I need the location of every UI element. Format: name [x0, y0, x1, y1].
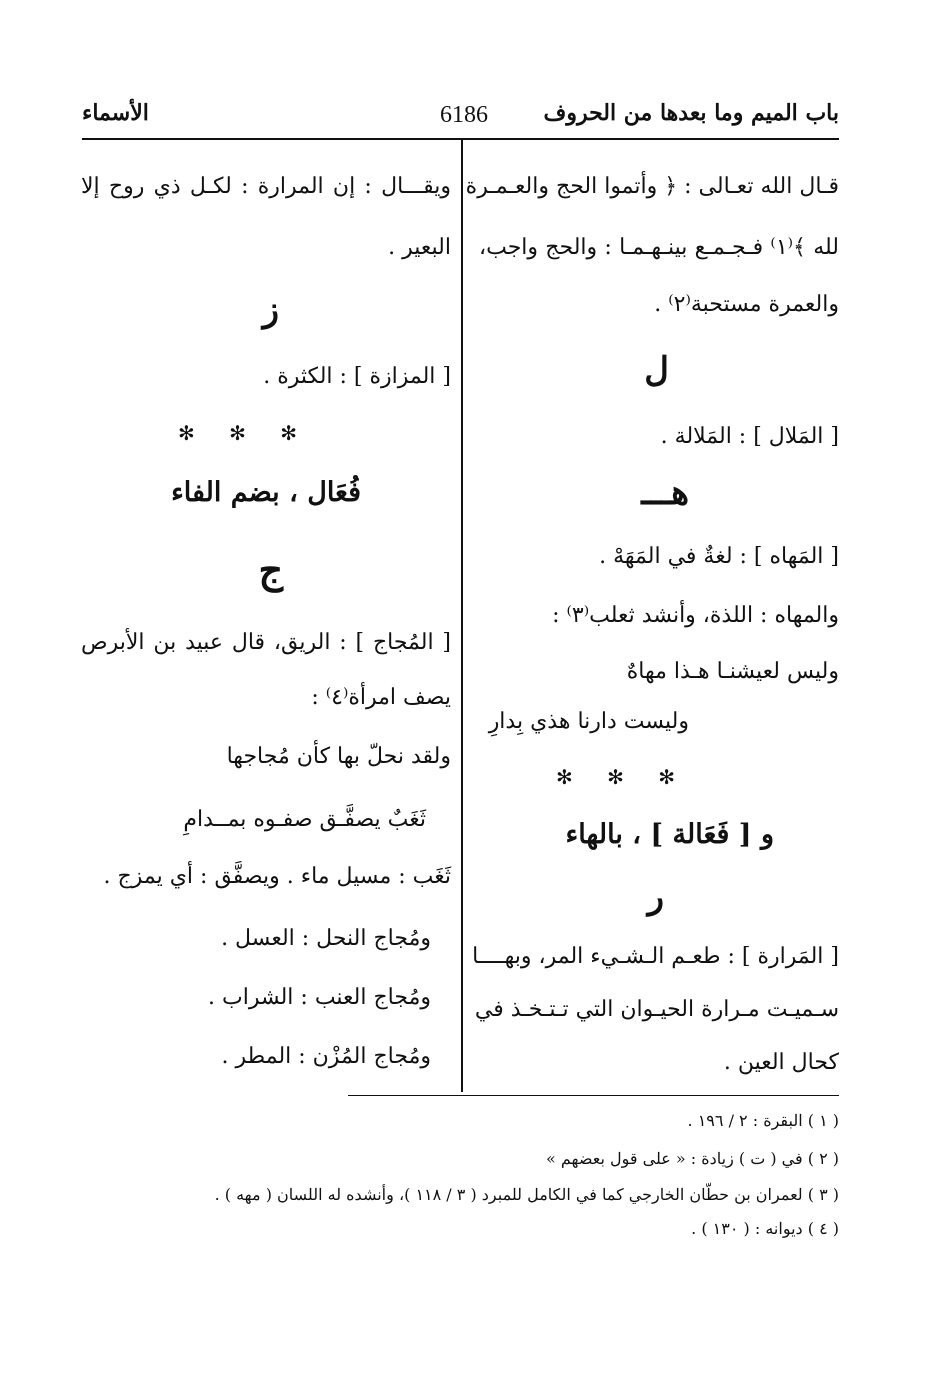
text-line: يصف امرأة⁽٤⁾ :	[311, 685, 451, 710]
text-line: ثَغَب : مسيل ماء . ويصفَّق : أي يمزج .	[103, 864, 451, 889]
letter-heading: هـــ	[641, 473, 689, 513]
entry-line: ومُجاج العنب : الشراب .	[208, 985, 431, 1010]
footnote: ( ٢ ) في ( ت ) زيادة : « على قول بعضهم »	[545, 1149, 839, 1168]
text-line: قـال الله تعـالى : ﴿ وأتموا الحج والعـمـرة	[465, 174, 839, 199]
entry-line: [ المَرارة ] : طعـم الـشـيء المر، وبهــــا	[472, 944, 839, 969]
footnote: ( ٣ ) لعمران بن حطّان الخارجي كما في الكامل للمبرد ( ٣ / ١١٨ )، وأنشده له اللسان ( مهه ) .	[214, 1185, 839, 1204]
section-separator: ✻ ✻ ✻	[556, 765, 689, 789]
entry-line: ومُجاج النحل : العسل .	[221, 926, 431, 951]
section-separator: ✻ ✻ ✻	[178, 421, 311, 445]
footnote: ( ٤ ) ديوانه : ( ١٣٠ ) .	[691, 1219, 839, 1238]
entry-line: والمهاه : اللذة، وأنشد ثعلب⁽٣⁾ :	[552, 603, 839, 628]
running-header-chapter: باب الميم وما بعدها من الحروف	[543, 100, 839, 126]
text-line: كحال العين .	[723, 1050, 839, 1075]
entry-line: [ المَلال ] : المَلالة .	[660, 424, 839, 449]
section-heading: فُعَال ، بضم الفاء	[171, 477, 361, 508]
text-line: البعير .	[388, 235, 451, 260]
text-line: ويقـــال : إن المرارة : لكـل ذي روح إلا	[81, 174, 451, 199]
letter-heading: ج	[258, 547, 283, 592]
letter-heading: ل	[644, 350, 669, 390]
text-line: والعمرة مستحبة⁽٢⁾ .	[654, 292, 839, 317]
page-number: 6186	[440, 102, 488, 128]
text-line: سـميـت مـرارة الحيـوان التي تـتـخـذ في	[474, 997, 839, 1022]
verse-line: ثَغَبٌ يصفَّـق صفـوه بمــدامِ	[183, 807, 426, 832]
footnote-rule	[348, 1095, 839, 1096]
footnote: ( ١ ) البقرة : ٢ / ١٩٦ .	[687, 1111, 839, 1130]
letter-heading: ز	[262, 290, 279, 330]
entry-line: [ المَهاه ] : لغةٌ في المَهَهْ .	[599, 544, 839, 569]
entry-line: ومُجاج المُزْن : المطر .	[221, 1044, 431, 1069]
section-heading: و [ فَعَالة ] ، بالهاء	[565, 819, 774, 850]
verse-line: وليست دارنا هذي بِدارِ	[488, 709, 689, 734]
column-divider	[461, 140, 463, 1092]
verse-line: وليس لعيشنـا هـذا مهاهٌ	[626, 659, 839, 684]
letter-heading: ر	[647, 877, 664, 917]
entry-line: [ المزازة ] : الكثرة .	[263, 364, 451, 389]
verse-line: ولقد نحلّ بها كأن مُجاجها	[226, 744, 451, 769]
entry-line: [ المُجاج ] : الريق، قال عبيد بن الأبرص	[81, 630, 451, 655]
running-header-section: الأسماء	[82, 100, 149, 126]
text-line: لله ﴾⁽١⁾ فـجـمـع بينـهـمـا : والحج واجب،	[479, 235, 839, 260]
